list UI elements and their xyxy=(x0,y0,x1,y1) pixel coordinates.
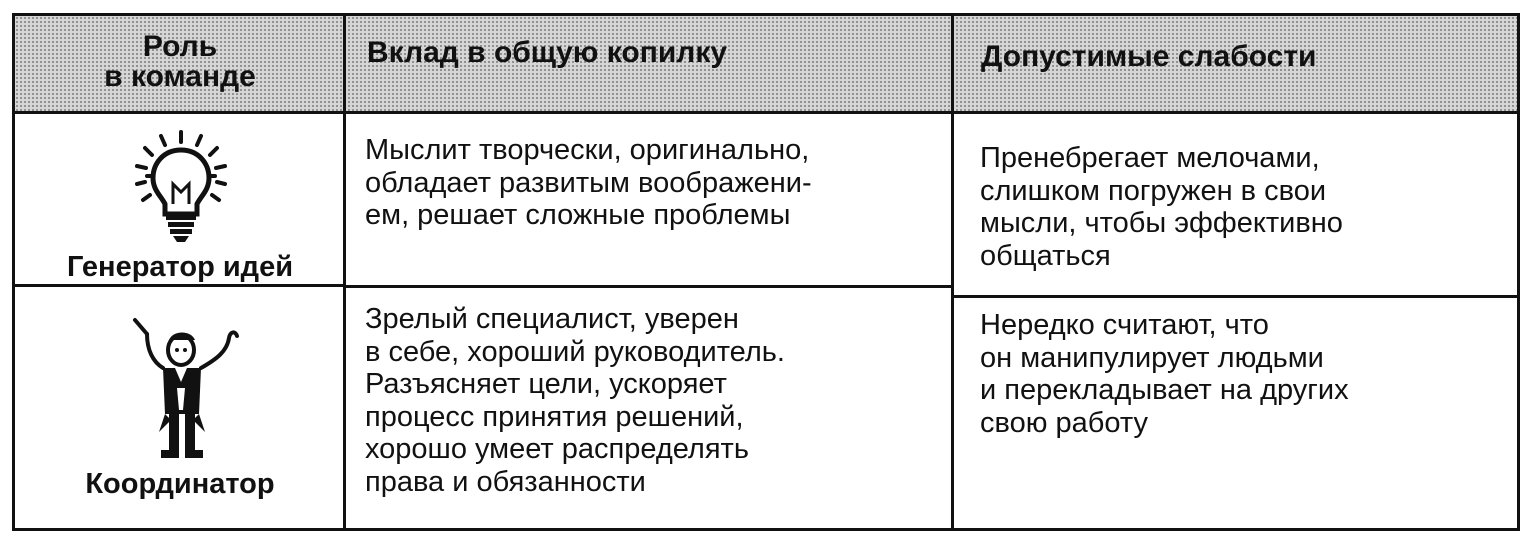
role-name-idea-generator: Генератор идей xyxy=(66,251,294,283)
header-weaknesses: Допустимые слабости xyxy=(981,40,1317,73)
header-contribution: Вклад в общую копилку xyxy=(367,36,728,69)
weaknesses-coordinator: Нередко считают, что он манипулирует людьми и перекладывает на других свою работу xyxy=(980,309,1349,439)
header-role: Роль в команде xyxy=(104,30,256,93)
row-divider xyxy=(346,285,954,288)
row-divider xyxy=(954,295,1520,298)
row-divider xyxy=(15,284,346,287)
role-name-coordinator: Координатор xyxy=(85,468,275,500)
lightbulb-icon xyxy=(123,128,243,248)
contribution-coordinator: Зрелый специалист, уверен в себе, хороший руководитель. Разъясняет цели, ускоряет процесс принятия решений, хорошо умеет распределять права и обязанности xyxy=(365,303,785,498)
roles-table xyxy=(12,13,1520,531)
weaknesses-idea-generator: Пренебрегает мелочами, слишком погружен в свои мысли, чтобы эффективно общаться xyxy=(980,142,1343,272)
column-divider xyxy=(951,16,954,528)
conductor-icon xyxy=(117,310,247,470)
contribution-idea-generator: Мыслит творчески, оригинально, обладает развитым воображени- ем, решает сложные проблемы xyxy=(365,134,812,231)
